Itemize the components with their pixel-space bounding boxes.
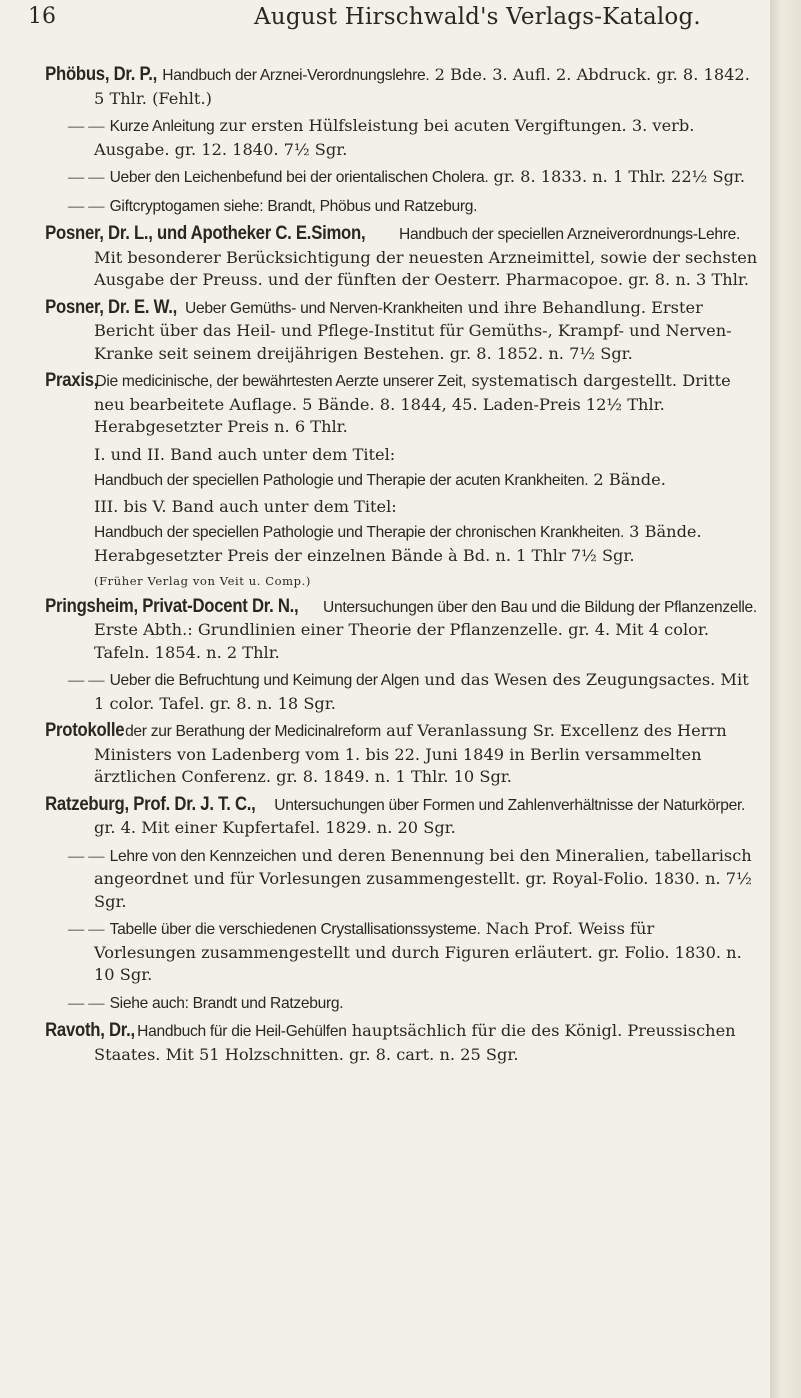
entry-title: Ueber die Befruchtung und Keimung der Algen <box>109 672 420 689</box>
entry-author: Posner, Dr. E. W., <box>45 296 177 318</box>
entry-title: Ueber den Leichenbefund bei der orientalischen Cholera. <box>109 169 489 186</box>
catalog-subentry <box>68 469 760 493</box>
entry-author: — — <box>68 920 105 938</box>
entry-title: Die medicinische, der bewährtesten Aerzte unserer Zeit, <box>95 373 467 390</box>
catalog-subentry <box>68 521 760 567</box>
entry-text: und ihre Behandlung. Erster Bericht über das Heil- und Pflege-Institut für Gemüths-, Krampf- und Nerven-Kranke seit seinem dreijährigen Bestehen. gr. 8. 1852. n. 7½ Sgr. <box>94 297 732 363</box>
entry-text: gr. 4. Mit einer Kupfertafel. 1829. n. 20 Sgr. <box>94 818 456 837</box>
entry-text: systematisch dargestellt. Dritte neu bearbeitete Auflage. 5 Bände. 8. 1844, 45. Laden-Preis 12½ Thlr. Herabgesetzter Preis n. 6 Thlr. <box>94 371 731 436</box>
entry-title: Untersuchungen über den Bau und die Bildung der Pflanzenzelle. <box>323 598 757 616</box>
entry-title: Siehe auch: Brandt und Ratzeburg. <box>109 994 344 1012</box>
catalog-entry <box>45 720 760 789</box>
entry-text: hauptsächlich für die des Königl. Preussischen Staates. Mit 51 Holzschnitten. gr. 8. cart. n. 25 Sgr. <box>94 1021 736 1064</box>
catalog-entry <box>45 370 760 439</box>
entry-text: 2 Bände. <box>593 470 666 489</box>
entry-text: Mit besonderer Berücksichtigung der neuesten Arzneimittel, sowie der sechsten Ausgabe der Preuss. und der fünften der Oesterr. Pharmacopoe. gr. 8. n. 3 Thlr. <box>94 247 758 289</box>
entry-author: Praxis, <box>45 370 99 391</box>
catalog-entry <box>68 918 760 987</box>
entry-text: auf Veranlassung Sr. Excellenz des Herrn Ministers von Ladenberg vom 1. bis 22. Juni 1849 in Berlin versammelten ärztlichen Conferenz. gr. 8. 1849. n. 1 Thlr. 10 Sgr. <box>94 721 727 786</box>
entry-author: — — <box>68 671 105 689</box>
binding-gutter <box>770 0 801 1398</box>
catalog-entry <box>68 195 760 219</box>
catalog-entry <box>45 64 760 110</box>
entry-text: und das Wesen des Zeugungsactes. Mit 1 color. Tafel. gr. 8. n. 18 Sgr. <box>94 670 749 713</box>
entry-title: Giftcryptogamen siehe: Brandt, Phöbus und Ratzeburg. <box>109 197 478 215</box>
page-number: 16 <box>28 4 56 29</box>
entry-note: I. und II. Band auch unter dem Titel: <box>94 444 396 464</box>
entry-author: — — <box>68 168 105 186</box>
entry-title: Handbuch für die Heil-Gehülfen <box>137 1023 347 1040</box>
entry-note: III. bis V. Band auch unter dem Titel: <box>94 496 397 516</box>
entry-text: Erste Abth.: Grundlinien einer Theorie der Pflanzenzelle. gr. 4. Mit 4 color. Tafeln. 1854. n. 2 Thlr. <box>94 620 709 662</box>
entry-title: Tabelle über die verschiedenen Crystallisationssysteme. <box>109 921 481 938</box>
catalog-entry <box>68 992 760 1016</box>
entry-author: — — <box>68 846 105 865</box>
catalog-body <box>45 64 760 1071</box>
entry-title: der zur Berathung der Medicinalreform <box>125 723 381 740</box>
entry-author: Ratzeburg, Prof. Dr. J. T. C., <box>45 793 256 815</box>
entry-text: und deren Benennung bei den Mineralien, tabellarisch angeordnet und für Vorlesungen zusammengestellt. gr. Royal-Folio. 1830. n. 7½ Sgr. <box>94 845 752 911</box>
entry-text: Nach Prof. Weiss für Vorlesungen zusammengestellt und durch Figuren erläutert. gr. Folio. 1830. n. 10 Sgr. <box>94 919 742 984</box>
entry-author: Phöbus, Dr. P., <box>45 64 158 85</box>
entry-text: 3 Bände. Herabgesetzter Preis der einzelnen Bände à Bd. n. 1 Thlr 7½ Sgr. <box>94 522 702 565</box>
entry-author: Posner, Dr. L., und Apotheker C. E.Simon, <box>45 223 366 244</box>
page-header <box>28 4 748 44</box>
entry-title: Handbuch der Arznei-Verordnungslehre. <box>162 67 430 84</box>
entry-title: Handbuch der speciellen Pathologie und Therapie der acuten Krankheiten. <box>94 472 589 489</box>
entry-title: Kurze Anleitung <box>109 118 215 135</box>
catalog-entry <box>68 845 760 914</box>
publisher-note: (Früher Verlag von Veit u. Comp.) <box>94 574 311 588</box>
entry-title: Lehre von den Kennzeichen <box>109 847 297 865</box>
entry-author: — — <box>68 117 105 135</box>
entry-author: — — <box>68 196 105 215</box>
entry-title: Handbuch der speciellen Pathologie und Therapie der chronischen Krankheiten. <box>94 524 624 541</box>
entry-title: Untersuchungen über Formen und Zahlenverhältnisse der Naturkörper. <box>274 796 746 814</box>
catalog-entry <box>45 1020 760 1066</box>
entry-text: gr. 8. 1833. n. 1 Thlr. 22½ Sgr. <box>493 167 746 186</box>
catalog-entry <box>45 595 760 665</box>
catalog-entry <box>45 296 760 366</box>
entry-author: Pringsheim, Privat-Docent Dr. N., <box>45 595 299 617</box>
entry-title: Handbuch der speciellen Arzneiverordnungs-Lehre. <box>399 226 741 243</box>
catalog-entry <box>68 669 760 715</box>
entry-title: Ueber Gemüths- und Nerven-Krankheiten <box>184 299 463 317</box>
catalog-entry <box>45 793 760 840</box>
entry-text: 2 Bde. 3. Aufl. 2. Abdruck. gr. 8. 1842. 5 Thlr. (Fehlt.) <box>94 65 750 108</box>
entry-author: — — <box>68 993 105 1012</box>
entry-text: zur ersten Hülfsleistung bei acuten Vergiftungen. 3. verb. Ausgabe. gr. 12. 1840. 7½ Sgr. <box>94 116 695 159</box>
running-head: August Hirschwald's Verlags-Katalog. <box>254 4 701 30</box>
catalog-entry <box>68 166 760 190</box>
entry-author: Protokolle <box>45 720 125 741</box>
catalog-entry <box>68 115 760 161</box>
entry-author: Ravoth, Dr., <box>45 1020 135 1041</box>
catalog-entry <box>45 223 760 292</box>
